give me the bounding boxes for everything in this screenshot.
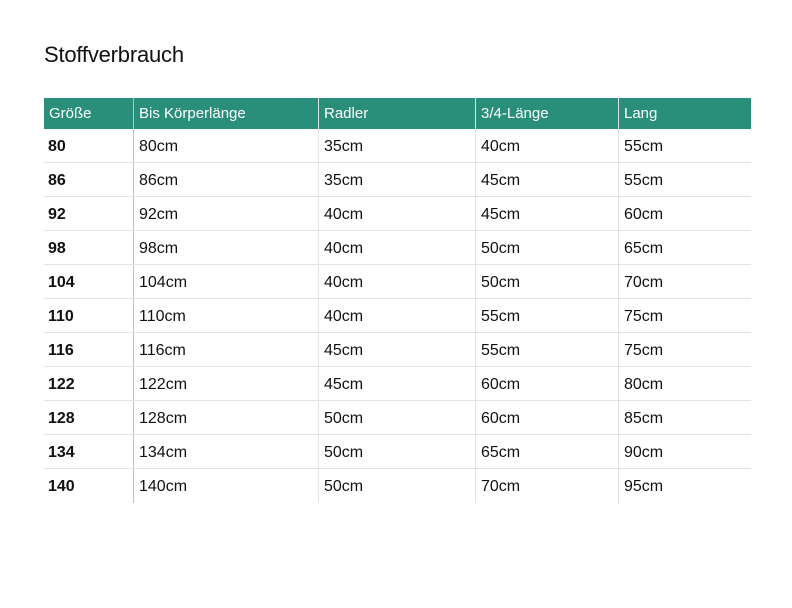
table-row [44,299,751,333]
table-row [44,265,751,299]
size-cell: 86 [48,171,66,189]
fabric-consumption-table [44,98,751,503]
three-quarter-cell: 50cm [475,265,618,298]
size-cell: 134 [48,443,75,461]
table-row [44,197,751,231]
body-length-cell: 98cm [133,231,318,264]
header-size: Größe [49,105,92,122]
radler-cell: 35cm [318,129,475,162]
body-length-cell: 122cm [133,367,318,400]
body-length-cell: 116cm [133,333,318,366]
header-body-length: Bis Körperlänge [133,98,318,129]
three-quarter-cell: 60cm [475,367,618,400]
size-cell: 92 [48,205,66,223]
body-length-cell: 80cm [133,129,318,162]
radler-cell: 40cm [318,299,475,332]
long-cell: 80cm [618,367,751,400]
size-cell: 110 [48,307,74,325]
size-cell: 140 [48,478,75,495]
three-quarter-cell: 65cm [475,435,618,468]
long-cell: 95cm [618,469,751,503]
size-cell: 80 [48,137,66,155]
long-cell: 60cm [618,197,751,230]
size-cell: 116 [48,341,74,359]
table-row [44,367,751,401]
body-length-cell: 140cm [133,469,318,503]
radler-cell: 40cm [318,231,475,264]
radler-cell: 50cm [318,435,475,468]
three-quarter-cell: 55cm [475,299,618,332]
table-row [44,401,751,435]
table-row [44,333,751,367]
long-cell: 75cm [618,333,751,366]
body-length-cell: 134cm [133,435,318,468]
body-length-cell: 128cm [133,401,318,434]
header-three-quarter: 3/4-Länge [475,98,618,129]
body-length-cell: 104cm [133,265,318,298]
radler-cell: 40cm [318,265,475,298]
three-quarter-cell: 50cm [475,231,618,264]
three-quarter-cell: 40cm [475,129,618,162]
long-cell: 55cm [618,129,751,162]
page-title: Stoffverbrauch [44,42,184,67]
long-cell: 85cm [618,401,751,434]
table-row [44,231,751,265]
table-header-row [44,98,751,129]
radler-cell: 40cm [318,197,475,230]
long-cell: 75cm [618,299,751,332]
long-cell: 70cm [618,265,751,298]
size-cell: 98 [48,239,66,257]
three-quarter-cell: 70cm [475,469,618,503]
body-length-cell: 86cm [133,163,318,196]
three-quarter-cell: 45cm [475,163,618,196]
size-cell: 104 [48,273,75,291]
table-row [44,163,751,197]
header-long: Lang [618,98,751,129]
radler-cell: 35cm [318,163,475,196]
radler-cell: 50cm [318,469,475,503]
radler-cell: 45cm [318,367,475,400]
size-cell: 128 [48,409,75,427]
radler-cell: 45cm [318,333,475,366]
body-length-cell: 92cm [133,197,318,230]
table-row [44,469,751,503]
table-row [44,435,751,469]
long-cell: 90cm [618,435,751,468]
three-quarter-cell: 55cm [475,333,618,366]
long-cell: 55cm [618,163,751,196]
radler-cell: 50cm [318,401,475,434]
three-quarter-cell: 45cm [475,197,618,230]
long-cell: 65cm [618,231,751,264]
three-quarter-cell: 60cm [475,401,618,434]
size-cell: 122 [48,375,75,393]
table-row [44,129,751,163]
header-radler: Radler [318,98,475,129]
body-length-cell: 110cm [133,299,318,332]
